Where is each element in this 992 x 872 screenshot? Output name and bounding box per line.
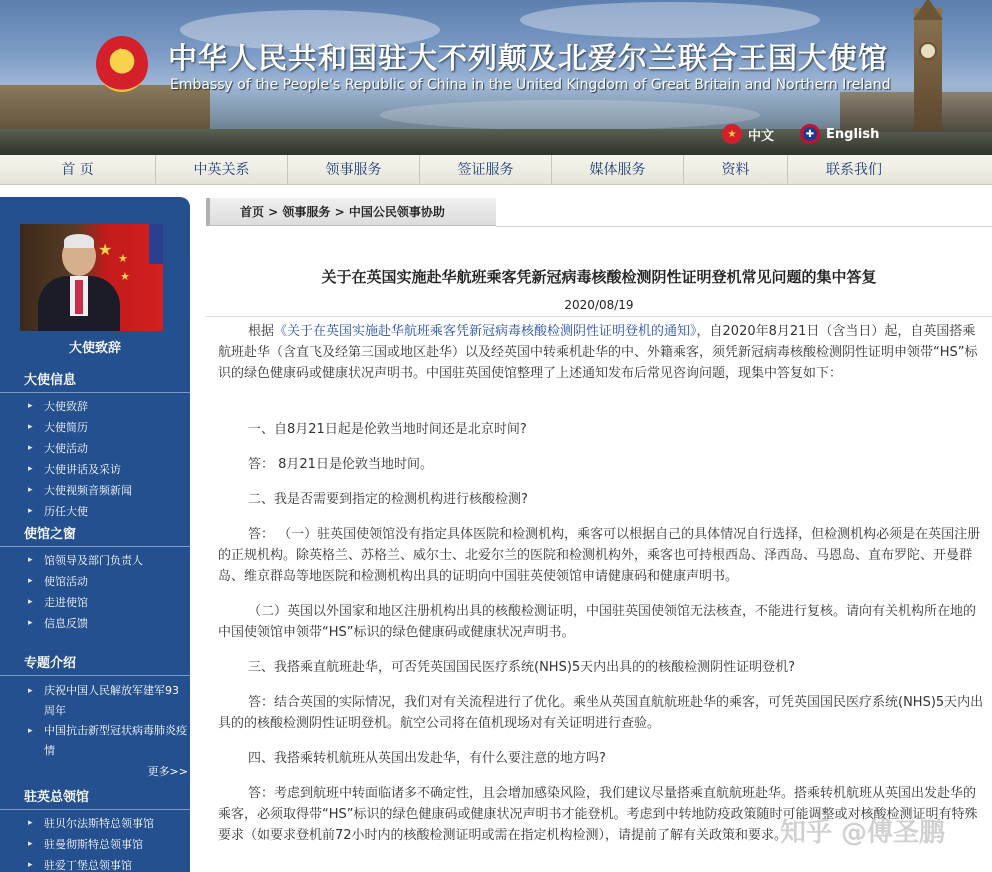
national-emblem[interactable]: ★ <box>96 36 148 92</box>
sidebar-item-embassy-activities[interactable] <box>0 571 190 592</box>
ambassador-photo[interactable]: ★ ★ ★ <box>20 224 163 331</box>
language-chinese-label: 中文 <box>748 128 775 144</box>
answer-2-part-1: 答： （一）驻英国使领馆没有指定具体医院和检测机构，乘客可以根据自己的具体情况自行选择，但检测机构必须是在英国注册的正规机构。除英格兰、苏格兰、威尔士、北爱尔兰的医院和检测机构外，乘客也可持根西岛、泽西岛、马恩岛、直布罗陀、开曼群岛、维京群岛等地医院和检测机构出具的证明向中国驻英使领馆申请健康码和健康声明书。 <box>218 527 981 584</box>
sidebar-item-label: 驻爱丁堡总领事馆 <box>44 859 132 872</box>
nav-consular-services[interactable]: 领事服务 <box>288 155 420 185</box>
sidebar-item-belfast-consulate[interactable] <box>0 813 190 834</box>
sidebar-item-ambassador-bio[interactable] <box>0 417 190 438</box>
watermark: 知乎 @傅圣鹏 <box>780 818 946 848</box>
title-divider <box>206 316 992 317</box>
ambassador-caption[interactable]: 大使致辞 <box>68 341 121 356</box>
nav-visa-services[interactable]: 签证服务 <box>420 155 552 185</box>
sidebar-item-label: 中国抗击新型冠状病毒肺炎疫情 <box>44 724 187 757</box>
article-intro <box>218 321 984 384</box>
bullet-icon: ▸ <box>28 576 33 586</box>
site-subtitle: Embassy of the People's Republic of China in the United Kingdom of Great Britain and Northern Ireland <box>170 77 891 93</box>
sidebar <box>0 197 190 872</box>
sidebar-item-ambassador-media[interactable] <box>0 480 190 501</box>
answer-1: 答： 8月21日是伦敦当地时间。 <box>248 457 433 472</box>
sidebar-item-pla-anniversary[interactable] <box>0 681 190 721</box>
sidebar-section-topics <box>0 652 190 784</box>
bullet-icon: ▸ <box>28 818 33 828</box>
language-chinese-link[interactable] <box>722 124 774 144</box>
bullet-icon: ▸ <box>28 555 33 565</box>
sidebar-item-ambassador-activities[interactable] <box>0 438 190 459</box>
sidebar-item-label: 庆祝中国人民解放军建军93周年 <box>44 684 179 717</box>
banner-cloud <box>380 100 760 130</box>
sidebar-section-title: 使馆之窗 <box>0 523 190 547</box>
sidebar-item-label: 大使视频音频新闻 <box>44 484 132 497</box>
bullet-icon: ▸ <box>28 839 33 849</box>
bullet-icon: ▸ <box>28 485 33 495</box>
intro-prefix: 根据 <box>248 324 275 339</box>
sidebar-item-leadership[interactable] <box>0 550 190 571</box>
answer-4: 答：考虑到航班中转面临诸多不确定性，且会增加感染风险，我们建议尽量搭乘直航航班赴华。搭乘转机航班从英国出发赴华的乘客，必须取得带“HS”标识的绿色健康码或健康状况声明书才能登机。考虑到中转地防疫政策随时可能调整或对核酸检测证明有特殊要求（如要求登机前72小时内的核酸检测证明或需在指定机构检测），请提前了解有关政策和要求。 <box>218 786 978 843</box>
bullet-icon: ▸ <box>28 860 33 870</box>
notice-link[interactable]: 《关于在英国实施赴华航班乘客凭新冠病毒核酸检测阴性证明登机的通知》 <box>274 324 697 339</box>
sidebar-item-label: 驻贝尔法斯特总领事馆 <box>44 817 154 830</box>
question-1: 一、自8月21日起是伦敦当地时间还是北京时间? <box>248 422 527 437</box>
sidebar-item-label: 驻曼彻斯特总领事馆 <box>44 838 143 851</box>
sidebar-item-manchester-consulate[interactable] <box>0 834 190 855</box>
article-date: 2020/08/19 <box>564 298 634 312</box>
question-4: 四、我搭乘转机航班从英国出发赴华，有什么要注意的地方吗? <box>248 751 606 766</box>
sidebar-section-embassy-window <box>0 523 190 634</box>
sidebar-item-label: 历任大使 <box>44 505 88 518</box>
nav-china-uk-relations[interactable]: 中英关系 <box>156 155 288 185</box>
sidebar-item-label: 大使致辞 <box>44 400 88 413</box>
sidebar-item-label: 走进使馆 <box>44 596 88 609</box>
nav-media-services[interactable]: 媒体服务 <box>552 155 684 185</box>
sidebar-item-covid-fight[interactable] <box>0 721 190 761</box>
big-ben-image <box>914 8 942 130</box>
china-flag-icon: ★ <box>722 124 742 144</box>
bullet-icon: ▸ <box>28 686 33 696</box>
intro-text: ，自2020年8月21日（含当日）起，自英国搭乘航班赴华（含直飞及经第三国或地区赴华）以及经英国中转乘机赴华的中、外籍乘客，须凭新冠病毒核酸检测阴性证明申领带“HS”标识的绿色健康码或健康状况声明书。中国驻英国使馆整理了上述通知发布后常见咨询问题，现集中答复如下： <box>218 324 978 381</box>
bullet-icon: ▸ <box>28 726 33 736</box>
bullet-icon: ▸ <box>28 401 33 411</box>
bullet-icon: ▸ <box>28 422 33 432</box>
language-english-link[interactable] <box>800 124 879 144</box>
banner-cloud <box>520 2 820 38</box>
sidebar-item-ambassador-interviews[interactable] <box>0 459 190 480</box>
bullet-icon: ▸ <box>28 506 33 516</box>
sidebar-item-label: 馆领导及部门负责人 <box>44 554 143 567</box>
sidebar-item-edinburgh-consulate[interactable] <box>0 855 190 872</box>
sidebar-item-label: 信息反馈 <box>44 617 88 630</box>
site-title: 中华人民共和国驻大不列颠及北爱尔兰联合王国大使馆 <box>168 41 889 75</box>
sidebar-item-label: 大使讲话及采访 <box>44 463 121 476</box>
bullet-icon: ▸ <box>28 618 33 628</box>
header-banner <box>0 0 992 155</box>
bullet-icon: ▸ <box>28 464 33 474</box>
sidebar-item-label: 使馆活动 <box>44 575 88 588</box>
sidebar-section-consulates <box>0 786 190 872</box>
breadcrumb[interactable]: 首页 > 领事服务 > 中国公民领事协助 <box>206 198 496 226</box>
breadcrumb-divider <box>496 226 992 227</box>
sidebar-section-title: 专题介绍 <box>0 652 190 676</box>
main-nav <box>0 155 992 185</box>
question-2: 二、我是否需要到指定的检测机构进行核酸检测? <box>248 492 528 507</box>
answer-2-part-2: （二）英国以外国家和地区注册机构出具的核酸检测证明，中国驻英国使领馆无法核查，不能进行复核。请向有关机构所在地的中国使领馆申领带“HS”标识的绿色健康码或健康状况声明书。 <box>218 604 977 640</box>
sidebar-item-ambassador-speech[interactable] <box>0 396 190 417</box>
nav-contact-us[interactable]: 联系我们 <box>826 162 882 178</box>
sidebar-item-feedback[interactable] <box>0 613 190 634</box>
bullet-icon: ▸ <box>28 443 33 453</box>
uk-flag-icon: ✚ <box>800 124 820 144</box>
nav-resources[interactable]: 资料 <box>684 155 788 185</box>
nav-home[interactable]: 首 页 <box>0 155 156 185</box>
answer-3: 答：结合英国的实际情况，我们对有关流程进行了优化。乘坐从英国直航航班赴华的乘客，可凭英国国民医疗系统(NHS)5天内出具的的核酸检测阴性证明登机。航空公司将在值机现场对有关证明进行查验。 <box>218 695 984 731</box>
article-title: 关于在英国实施赴华航班乘客凭新冠病毒核酸检测阴性证明登机常见问题的集中答复 <box>321 268 877 286</box>
sidebar-section-ambassador-info <box>0 369 190 522</box>
question-3: 三、我搭乘直航班赴华，可否凭英国国民医疗系统(NHS)5天内出具的的核酸检测阴性证明登机? <box>248 660 796 675</box>
sidebar-item-past-ambassadors[interactable] <box>0 501 190 522</box>
sidebar-section-title: 驻英总领馆 <box>0 786 190 810</box>
sidebar-section-title: 大使信息 <box>0 369 190 393</box>
sidebar-item-label: 大使简历 <box>44 421 88 434</box>
language-english-label: English <box>826 126 880 142</box>
sidebar-item-visit-embassy[interactable] <box>0 592 190 613</box>
sidebar-item-label: 大使活动 <box>44 442 88 455</box>
more-topics-link[interactable]: 更多>> <box>147 765 188 778</box>
bullet-icon: ▸ <box>28 597 33 607</box>
